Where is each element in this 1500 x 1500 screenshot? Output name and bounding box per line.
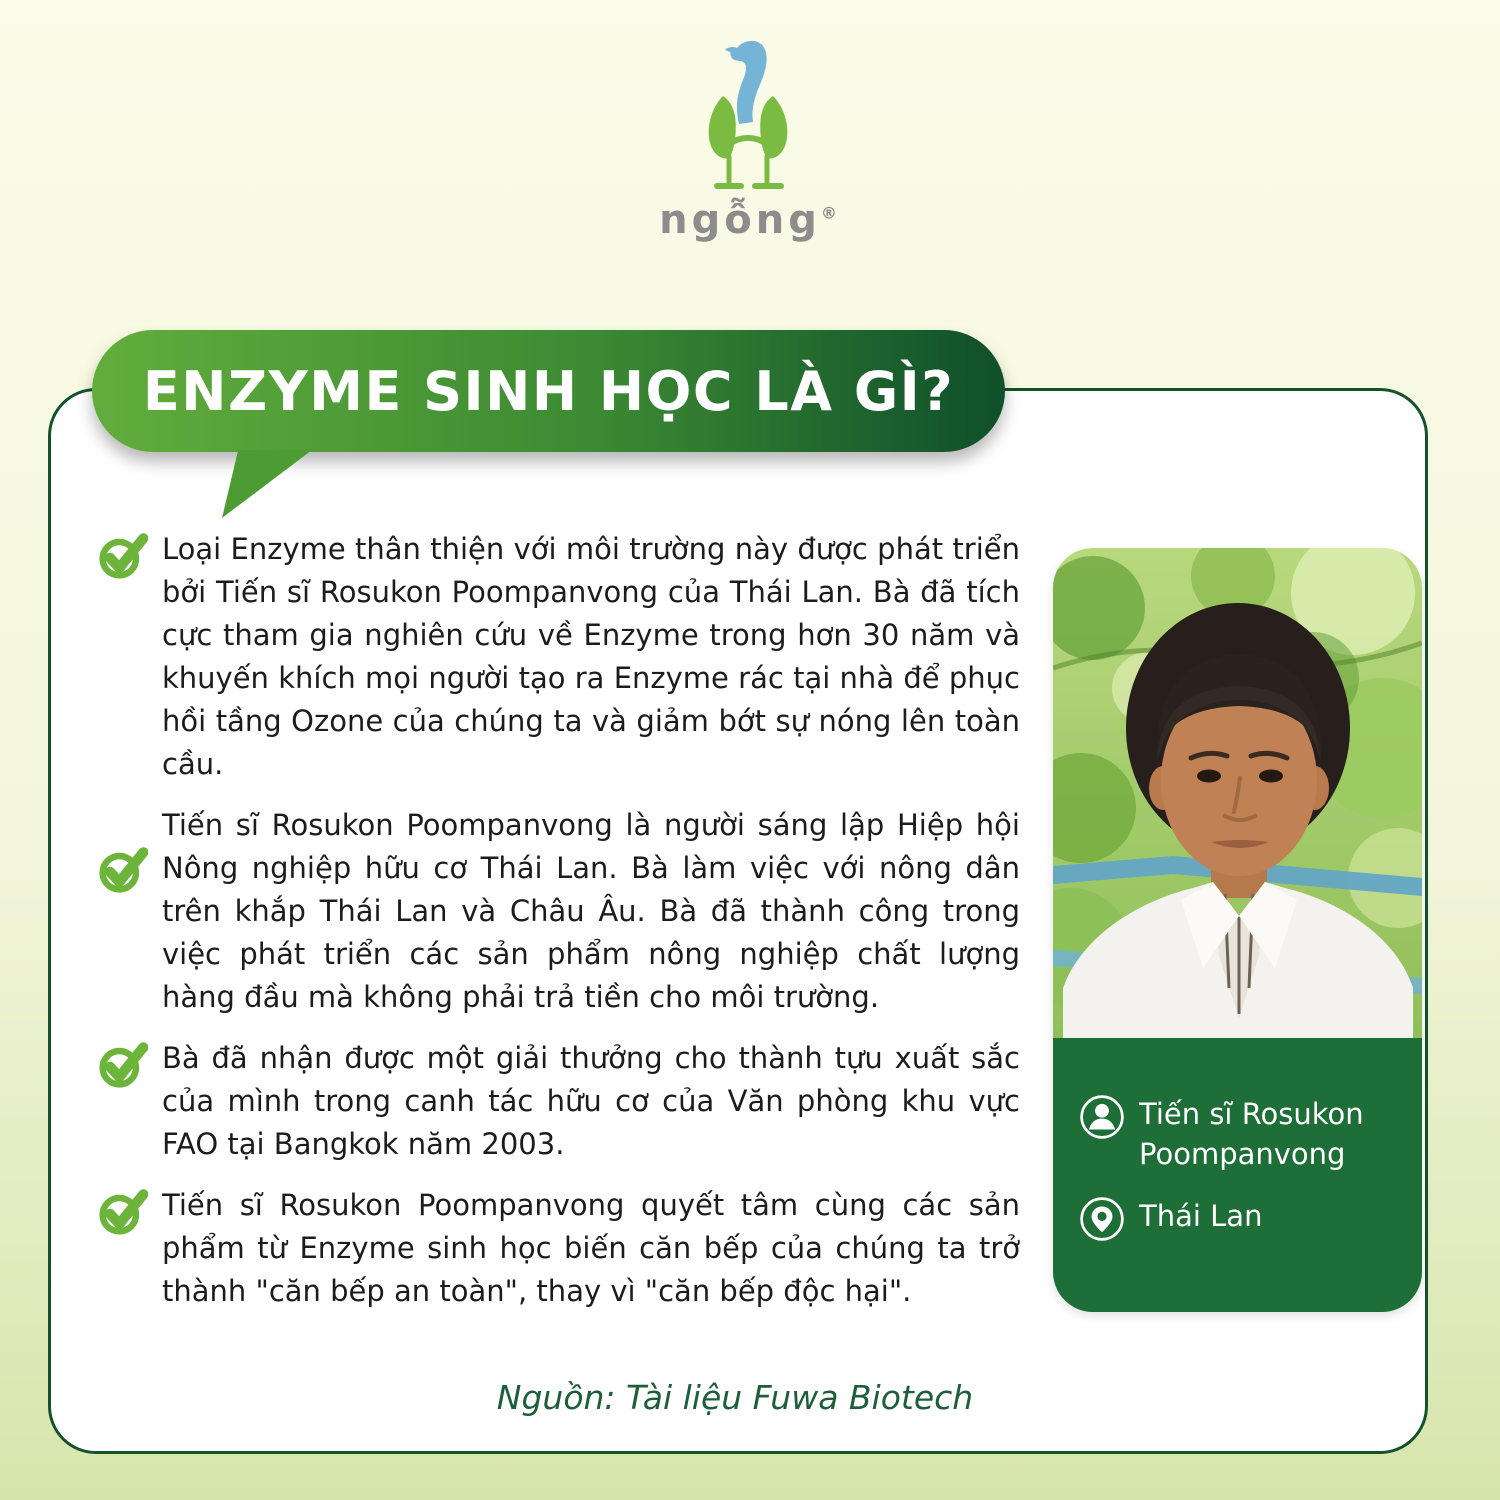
check-circle-icon	[98, 844, 148, 1019]
list-item	[98, 1184, 1020, 1313]
bullet-list	[98, 528, 1020, 1331]
profile-location-row	[1079, 1196, 1396, 1246]
list-item	[98, 1037, 1020, 1166]
title-bubble	[92, 330, 1005, 452]
registered-mark: ®	[820, 203, 841, 223]
list-item	[98, 804, 1020, 1019]
brand-logo	[0, 38, 1500, 243]
list-item	[98, 528, 1020, 786]
profile-location: Thái Lan	[1139, 1199, 1263, 1233]
bullet-text: Loại Enzyme thân thiện với môi trường này được phát triển bởi Tiến sĩ Rosukon Poompanvong của Thái Lan. Bà đã tích cực tham gia nghiên cứu về Enzyme trong hơn 30 năm và khuyến khích mọi người tạo ra Enzyme rác tại nhà để phục hồi tầng Ozone của chúng ta và giảm bớt sự nóng lên toàn cầu.	[162, 532, 1020, 781]
bullet-text: Tiến sĩ Rosukon Poompanvong là người sáng lập Hiệp hội Nông nghiệp hữu cơ Thái Lan. Bà làm việc với nông dân trên khắp Thái Lan và Châu Âu. Bà đã thành công trong việc phát triển các sản phẩm nông nghiệp chất lượng hàng đầu mà không phải trả tiền cho môi trường.	[162, 808, 1020, 1014]
location-pin-icon	[1079, 1196, 1125, 1246]
brand-name: ngỗng®	[659, 197, 841, 243]
goose-logo-icon	[685, 38, 815, 196]
profile-card	[1053, 548, 1422, 1312]
profile-info-panel	[1053, 1038, 1422, 1312]
goose-neck	[730, 41, 766, 124]
legs	[729, 156, 767, 182]
profile-name-row	[1079, 1094, 1396, 1174]
check-circle-icon	[98, 1186, 148, 1313]
check-circle-icon	[98, 1039, 148, 1166]
page-title: ENZYME SINH HỌC LÀ GÌ?	[142, 359, 955, 423]
bullet-text: Bà đã nhận được một giải thưởng cho thành tựu xuất sắc của mình trong canh tác hữu cơ của Văn phòng khu vực FAO tại Bangkok năm 2003.	[162, 1041, 1020, 1161]
person-icon	[1079, 1094, 1125, 1144]
profile-photo	[1053, 548, 1422, 1038]
bullet-text: Tiến sĩ Rosukon Poompanvong quyết tâm cùng các sản phẩm từ Enzyme sinh học biến căn bếp của chúng ta trở thành "căn bếp an toàn", thay vì "căn bếp độc hại".	[162, 1188, 1020, 1308]
check-circle-icon	[98, 530, 148, 786]
profile-name: Tiến sĩ Rosukon Poompanvong	[1139, 1097, 1364, 1171]
source-credit: Nguồn: Tài liệu Fuwa Biotech	[496, 1378, 974, 1417]
